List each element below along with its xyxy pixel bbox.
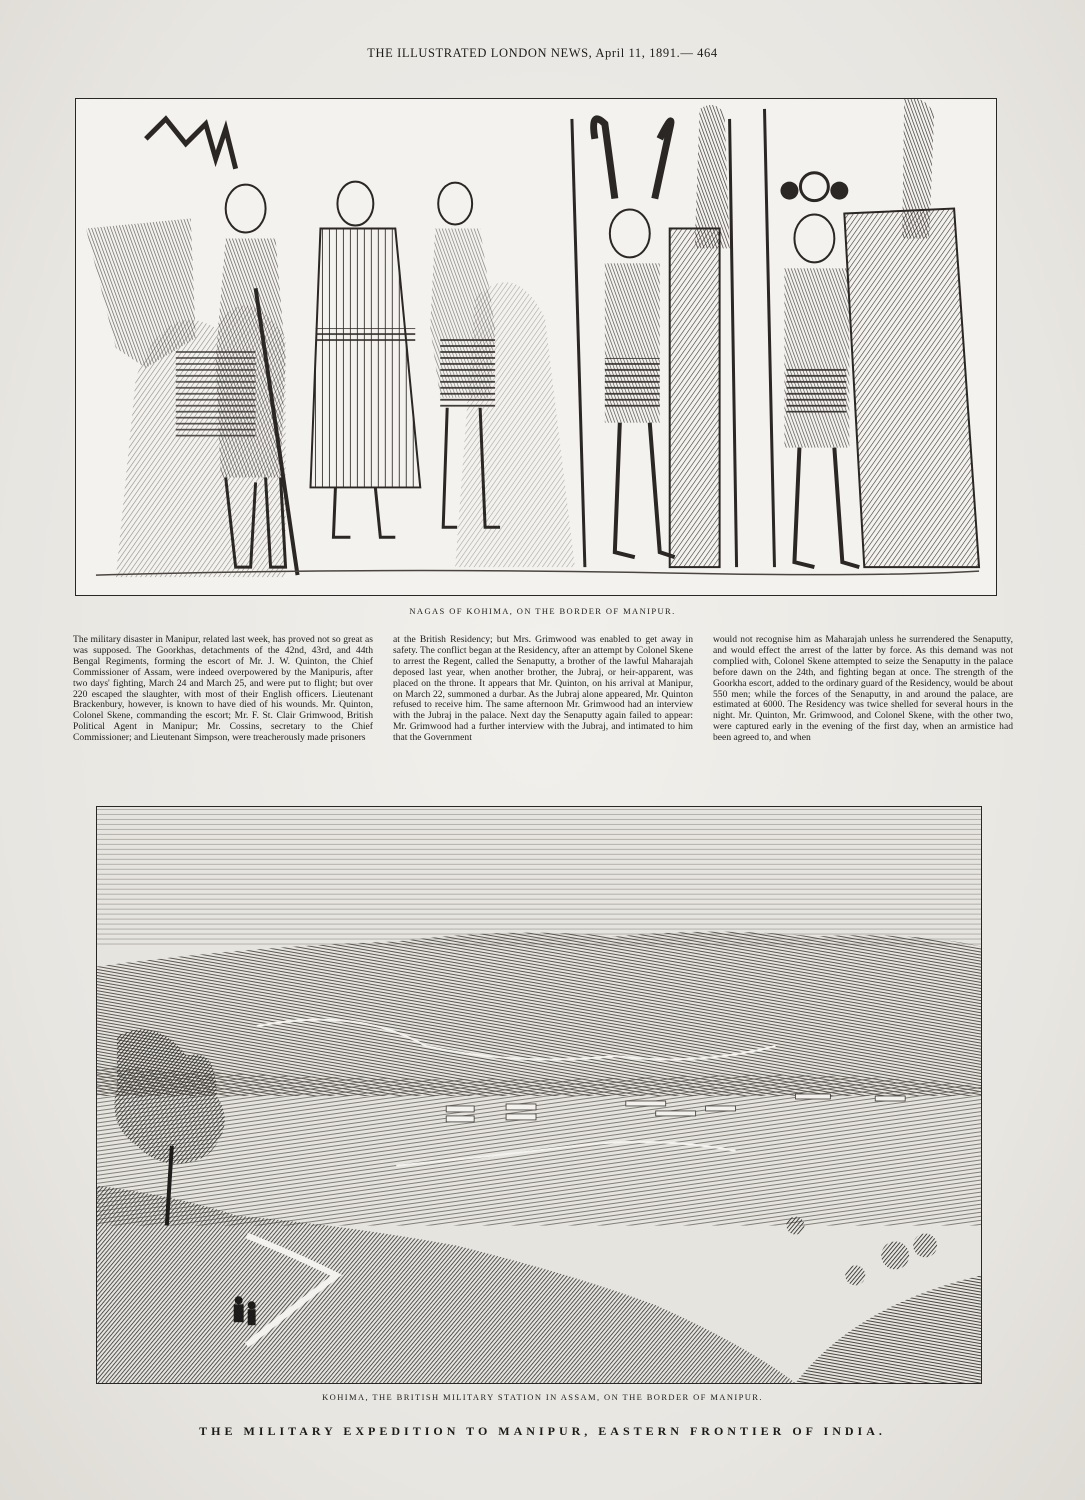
engraving-naga-figures-icon — [76, 99, 996, 595]
article-column-3: would not recognise him as Maharajah unless he surrendered the Senaputty, and would effect the arrest of the latter by force. As this demand was not complied with, Colonel Skene attempted to seize the Senaputty in the palace before dawn on the 24th, and fighting began at once. The strength of the Goorkha escort, added to the ordinary guard of the Residency, would be about 550 men; while the forces of the Senaputty, in and around the palace, are estimated at 6000. The Residency was twice shelled for several hours in the night. Mr. Quinton, Mr. Grimwood, and Colonel Skene, with the other two, were captured early in the evening of the first day, when an armistice had been agreed to, and when — [713, 635, 1013, 744]
masthead: THE ILLUSTRATED LONDON NEWS, April 11, 1891.— 464 — [367, 46, 718, 60]
engraving-kohima-landscape-icon — [97, 807, 981, 1383]
naga-figures-caption: NAGAS OF KOHIMA, ON THE BORDER OF MANIPUR. — [409, 606, 676, 616]
kohima-landscape-caption: KOHIMA, THE BRITISH MILITARY STATION IN ASSAM, ON THE BORDER OF MANIPUR. — [322, 1392, 763, 1402]
naga-figures-engraving — [75, 98, 997, 596]
article-body — [73, 635, 1013, 767]
article-column-1: The military disaster in Manipur, related last week, has proved not so great as was supposed. The Goorkhas, detachments of the 42nd, 43rd, and 44th Bengal Regiments, forming the escort of Mr. J. W. Quinton, the Chief Commissioner of Assam, were indeed overpowered by the Manipuris, after two days' fighting, March 24 and March 25, and were put to flight; but over 220 escaped the slaughter, with most of their English officers. Lieutenant Brackenbury, however, is known to have died of his wounds. Mr. Quinton, Colonel Skene, commanding the escort; Mr. F. St. Clair Grimwood, British Political Agent in Manipur; Mr. Cossins, secretary to the Chief Commissioner; and Lieutenant Simpson, were treacherously made prisoners — [73, 635, 373, 744]
page-headline: THE MILITARY EXPEDITION TO MANIPUR, EASTERN FRONTIER OF INDIA. — [199, 1424, 886, 1438]
kohima-landscape-engraving — [96, 806, 982, 1384]
article-column-2: at the British Residency; but Mrs. Grimwood was enabled to get away in safety. The conflict began at the Residency, after an attempt by Colonel Skene to arrest the Regent, called the Senaputty, a brother of the lawful Maharajah deposed last year, when another brother, the Jubraj, or heir-apparent, was placed on the throne. It appears that Mr. Quinton, on his arrival at Manipur, on March 22, summoned a durbar. As the Jubraj alone appeared, Mr. Quinton refused to receive him. The same afternoon Mr. Grimwood had an interview with the Jubraj in the palace. Next day the Senaputty again failed to appear: Mr. Grimwood had a further interview with the Jubraj, and intimated to him that the Government — [393, 635, 693, 744]
